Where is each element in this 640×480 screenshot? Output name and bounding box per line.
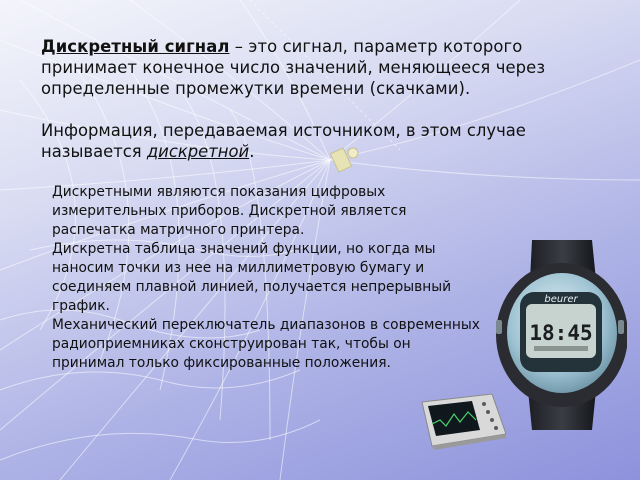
defined-term: Дискретный сигнал — [41, 37, 230, 56]
oscilloscope-device-image — [414, 390, 510, 450]
info-emphasis: дискретной — [146, 142, 250, 161]
info-text: Информация, передаваемая источником, в этом случае называется — [41, 121, 526, 161]
digital-watch-image — [492, 240, 627, 430]
watch-brand-label: beurer — [544, 294, 578, 305]
definition-text: – это сигнал, параметр которого принимает конечное число значений, меняющееся через определенные промежутки времени (скачками). — [41, 37, 546, 98]
example-digital-instruments: Дискретными являются показания цифровых измерительных приборов. Дискретной является распечатка матричного принтера. — [52, 184, 407, 238]
info-period: . — [249, 142, 255, 161]
definition-paragraph — [41, 36, 621, 99]
example-radio-switch: Механический переключатель диапазонов в современных радиоприемниках сконструирован так, чтобы он принимал только фиксированные положения. — [52, 317, 480, 371]
example-function-table: Дискретна таблица значений функции, но когда мы наносим точки из нее на миллиметровую бумагу и соединяем плавной линией, получается непрерывный график. — [52, 241, 452, 314]
watch-time-display: 18:45 — [529, 321, 593, 345]
examples-block — [52, 183, 482, 373]
info-paragraph — [41, 120, 621, 162]
